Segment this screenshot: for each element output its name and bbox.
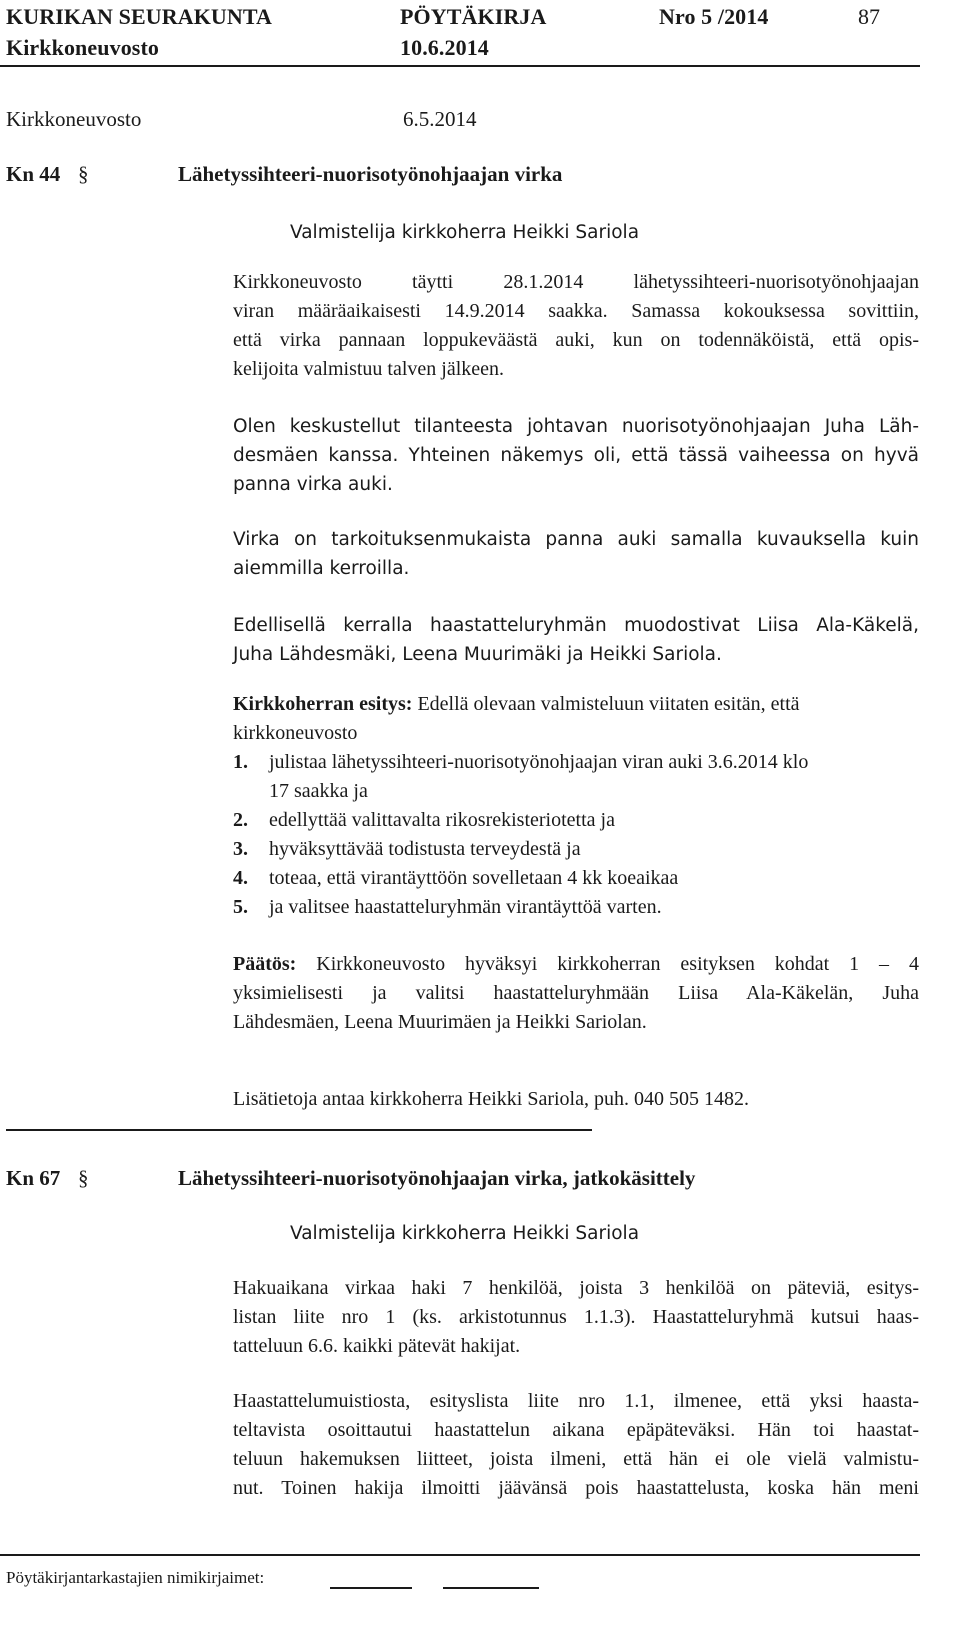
section-44-title: Lähetyssihteeri-nuorisotyönohjaajan virka	[178, 162, 563, 186]
ref-body: Kirkkoneuvosto	[6, 107, 142, 131]
s44-decision-line2: yksimielisesti ja valitsi haastatteluryhmään Liisa Ala-Käkelän, Juha	[233, 982, 919, 1004]
s44-p1-line4: kelijoita valmistuu talven jälkeen.	[233, 358, 505, 380]
list-item: 5. ja valitsee haastatteluryhmän virantäyttöä varten.	[233, 896, 662, 918]
s67-p2-line4: nut. Toinen hakija ilmoitti jäävänsä pois haastattelusta, koska hän meni	[233, 1477, 919, 1499]
list-item: 1. julistaa lähetyssihteeri-nuorisotyönohjaajan viran auki 3.6.2014 klo	[233, 751, 809, 773]
s44-p1-line2: viran määräaikaisesti 14.9.2014 saakka. Samassa kokouksessa sovittiin,	[233, 300, 919, 322]
s44-p3-line1: Virka on tarkoituksenmukaista panna auki samalla kuvauksella kuin	[233, 529, 919, 550]
s44-p2-line1: Olen keskustellut tilanteesta johtavan nuorisotyönohjaajan Juha Läh-	[233, 416, 919, 437]
s44-contact: Lisätietoja antaa kirkkoherra Heikki Sariola, puh. 040 505 1482.	[233, 1088, 749, 1110]
proposal-text: Edellä olevaan valmisteluun viitaten esitän, että	[412, 693, 800, 715]
decision-text: Kirkkoneuvosto hyväksyi kirkkoherran esityksen kohdat 1 – 4	[296, 953, 919, 975]
s67-p1-line2: listan liite nro 1 (ks. arkistotunnus 1.1.3). Haastatteluryhmä kutsui haas-	[233, 1306, 919, 1328]
initials-line-1[interactable]	[330, 1587, 412, 1589]
org-name: KURIKAN SEURAKUNTA	[6, 4, 273, 29]
list-item: 3. hyväksyttävää todistusta terveydestä ja	[233, 838, 581, 860]
section-44-preparer: Valmistelija kirkkoherra Heikki Sariola	[290, 222, 640, 243]
ref-date: 6.5.2014	[403, 107, 477, 131]
section-67-sign: §	[78, 1166, 89, 1190]
s44-p4-line1: Edellisellä kerralla haastatteluryhmän muodostivat Liisa Ala-Käkelä,	[233, 615, 919, 636]
s44-p1-line3: että virka pannaan loppukeväästä auki, kun on todennäköistä, että opis-	[233, 329, 919, 351]
s44-p2-line3: panna virka auki.	[233, 474, 393, 495]
s67-p1-line3: tatteluun 6.6. kaikki pätevät hakijat.	[233, 1335, 521, 1357]
header-body: Kirkkoneuvosto	[6, 35, 159, 60]
list-item: 17 saakka ja	[269, 780, 368, 802]
section-67-number: Kn 67	[6, 1166, 61, 1190]
section-67-title: Lähetyssihteeri-nuorisotyönohjaajan virka, jatkokäsittely	[178, 1166, 696, 1190]
doc-type: PÖYTÄKIRJA	[400, 4, 547, 29]
s44-proposal	[233, 690, 800, 719]
s44-decision	[233, 950, 919, 979]
s44-p2-line2: desmäen kanssa. Yhteinen näkemys oli, että tässä vaiheessa on hyvä	[233, 445, 919, 466]
list-item: 4. toteaa, että virantäyttöön sovelletaan 4 kk koeaikaa	[233, 867, 679, 889]
doc-number: Nro 5 /2014	[659, 4, 769, 29]
s67-p2-line2: teltavista osoittautui haastattelun aikana epäpäteväksi. Hän toi haastat-	[233, 1419, 919, 1441]
s44-proposal-line2: kirkkoneuvosto	[233, 722, 358, 744]
section-divider	[6, 1129, 592, 1131]
s44-p4-line2: Juha Lähdesmäki, Leena Muurimäki ja Heikki Sariola.	[233, 644, 722, 665]
proposal-label: Kirkkoherran esitys:	[233, 693, 413, 715]
s67-p1-line1: Hakuaikana virkaa haki 7 henkilöä, joista 3 henkilöä on päteviä, esitys-	[233, 1277, 919, 1299]
s44-p1-line1: Kirkkoneuvosto täytti 28.1.2014 lähetyssihteeri-nuorisotyönohjaajan	[233, 271, 919, 293]
decision-label: Päätös:	[233, 953, 297, 975]
section-67-preparer: Valmistelija kirkkoherra Heikki Sariola	[290, 1223, 640, 1244]
s44-decision-line3: Lähdesmäen, Leena Muurimäen ja Heikki Sariolan.	[233, 1011, 647, 1033]
section-44-number: Kn 44	[6, 162, 61, 186]
s67-p2-line3: teluun hakemuksen liitteet, joista ilmeni, että hän ei ole vielä valmistu-	[233, 1448, 919, 1470]
header-rule	[0, 65, 920, 67]
footer-rule	[0, 1554, 920, 1556]
header-date: 10.6.2014	[400, 35, 489, 60]
list-item: 2. edellyttää valittavalta rikosrekisteriotetta ja	[233, 809, 615, 831]
section-44-sign: §	[78, 162, 89, 186]
page-number: 87	[858, 4, 880, 29]
initials-line-2[interactable]	[443, 1587, 539, 1589]
footer-label: Pöytäkirjantarkastajien nimikirjaimet:	[6, 1568, 265, 1587]
s44-p3-line2: aiemmilla kerroilla.	[233, 558, 410, 579]
s67-p2-line1: Haastattelumuistiosta, esityslista liite nro 1.1, ilmenee, että yksi haasta-	[233, 1390, 919, 1412]
